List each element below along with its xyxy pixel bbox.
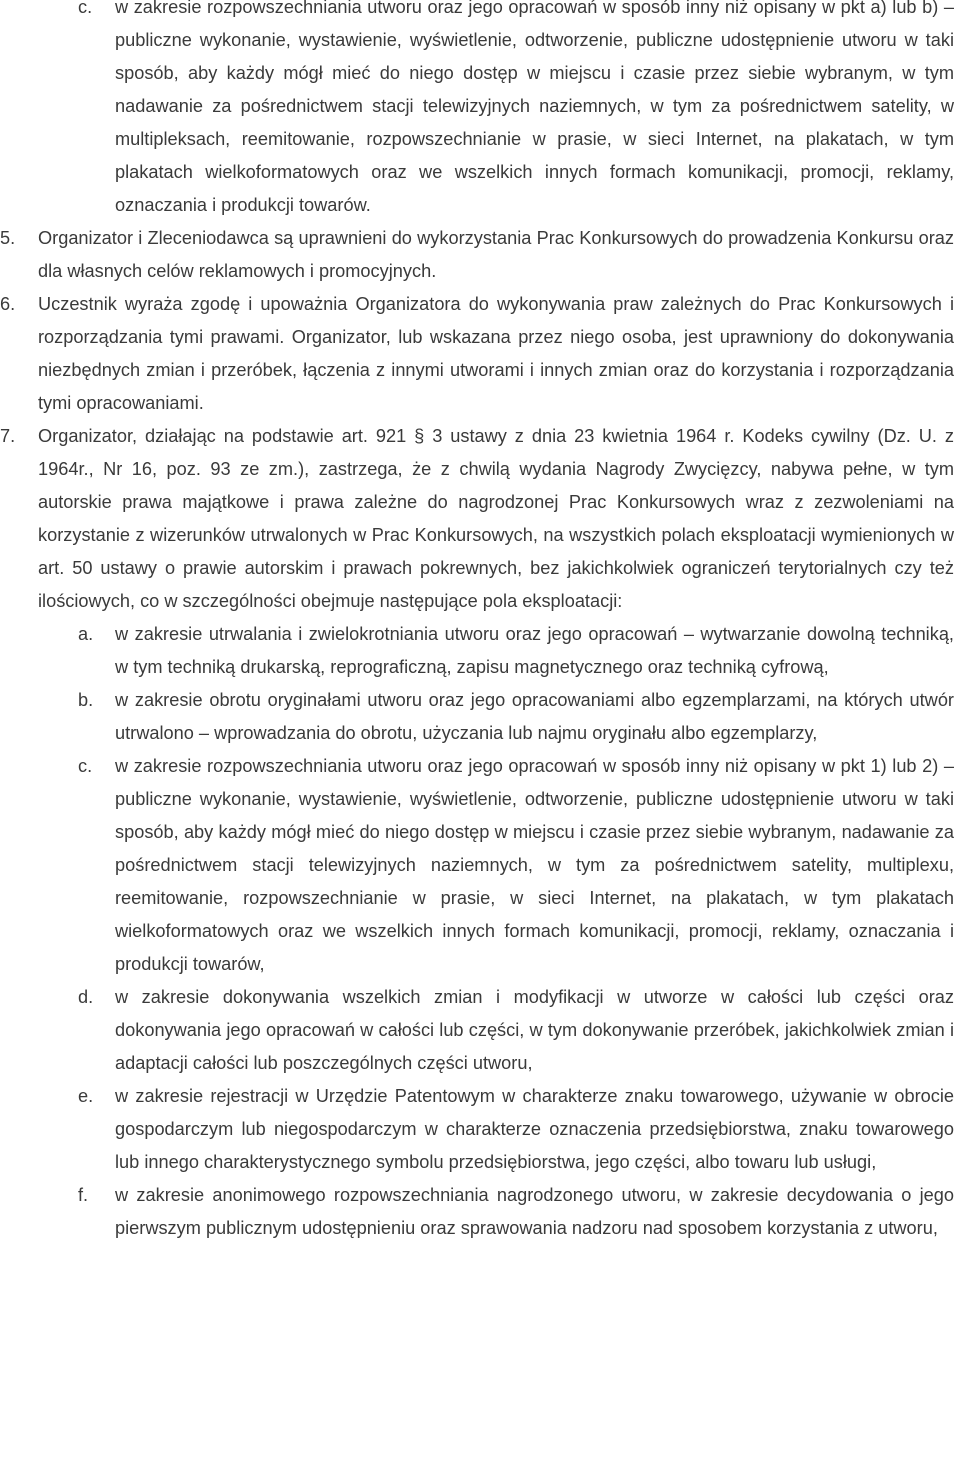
paragraph-text: Uczestnik wyraża zgodę i upoważnia Organizatora do wykonywania praw zależnych do Prac Konkursowych i rozporządzania tymi prawami. Organizator, lub wskazana przez niego osoba, jest uprawniony do dokonywania niezbędnych zmian i przeróbek, łączenia z innymi utworami i innych zmian oraz do korzystania i rozporządzania tymi opracowaniami. [38,294,954,413]
list-item-a [0,618,954,684]
list-item-b [0,684,954,750]
list-item-text: w zakresie dokonywania wszelkich zmian i modyfikacji w utworze w całości lub części oraz dokonywania jego opracowań w całości lub części, w tym dokonywanie przeróbek, jakichkolwiek zmian i adaptacji całości lub poszczególnych części utworu, [115,987,954,1073]
list-item-text: w zakresie obrotu oryginałami utworu oraz jego opracowaniami albo egzemplarzami, na których utwór utrwalono – wprowadzania do obrotu, użyczania lub najmu oryginału albo egzemplarzy, [115,690,954,743]
list-item-c [0,750,954,981]
numbered-paragraph-6 [0,288,954,420]
list-item-text: w zakresie rejestracji w Urzędzie Patentowym w charakterze znaku towarowego, używanie w obrocie gospodarczym lub niegospodarczym w charakterze oznaczenia przedsiębiorstwa, znaku towarowego lub innego charakterystycznego symbolu przedsiębiorstwa, jego części, albo towaru lub usługi, [115,1086,954,1172]
list-marker: d. [78,987,94,1007]
numbered-paragraph-5 [0,222,954,288]
numbered-paragraph-7 [0,420,954,618]
list-item-f [0,1179,954,1245]
list-item-d [0,981,954,1080]
list-marker: b. [78,690,94,710]
paragraph-number: 6. [0,294,16,314]
list-item-text: w zakresie utrwalania i zwielokrotniania utworu oraz jego opracowań – wytwarzanie dowolną techniką, w tym techniką drukarską, reprograficzną, zapisu magnetycznego oraz techniką cyfrową, [115,624,954,677]
list-marker: f. [78,1185,89,1205]
list-marker: c. [78,756,93,776]
paragraph-number: 7. [0,426,16,446]
paragraph-number: 5. [0,228,16,248]
list-item-text: w zakresie rozpowszechniania utworu oraz jego opracowań w sposób inny niż opisany w pkt 1) lub 2) – publiczne wykonanie, wystawienie, wyświetlenie, odtworzenie, publiczne udostępnienie utworu w taki sposób, aby każdy mógł mieć do niego dostęp w miejscu i czasie przez siebie wybranym, nadawanie za pośrednictwem stacji telewizyjnych naziemnych, w tym za pośrednictwem satelity, multiplexu, reemitowanie, rozpowszechnianie w prasie, w sieci Internet, na plakatach, w tym plakatach wielkoformatowych oraz we wszelkich innych formach komunikacji, promocji, reklamy, oznaczania i produkcji towarów, [115,756,954,974]
paragraph-text: Organizator i Zleceniodawca są uprawnieni do wykorzystania Prac Konkursowych do prowadzenia Konkursu oraz dla własnych celów reklamowych i promocyjnych. [38,228,954,281]
list-marker: c. [78,0,93,17]
list-item-text: w zakresie anonimowego rozpowszechniania nagrodzonego utworu, w zakresie decydowania o jego pierwszym publicznym udostępnieniu oraz sprawowania nadzoru nad sposobem korzystania z utworu, [115,1185,954,1238]
list-marker: e. [78,1086,94,1106]
list-item-e [0,1080,954,1179]
list-item-c-continued [0,0,954,222]
paragraph-text: Organizator, działając na podstawie art. 921 § 3 ustawy z dnia 23 kwietnia 1964 r. Kodeks cywilny (Dz. U. z 1964r., Nr 16, poz. 93 ze zm.), zastrzega, że z chwilą wydania Nagrody Zwycięzcy, nabywa pełne, w tym autorskie prawa majątkowe i prawa zależne do nagrodzonej Prac Konkursowych wraz z zezwoleniami na korzystanie z wizerunków utrwalonych w Prac Konkursowych, na wszystkich polach eksploatacji wymienionych w art. 50 ustawy o prawie autorskim i prawach pokrewnych, bez jakichkolwiek ograniczeń terytorialnych czy też ilościowych, co w szczególności obejmuje następujące pola eksploatacji: [38,426,954,611]
list-marker: a. [78,624,94,644]
list-item-text: w zakresie rozpowszechniania utworu oraz jego opracowań w sposób inny niż opisany w pkt a) lub b) – publiczne wykonanie, wystawienie, wyświetlenie, odtworzenie, publiczne udostępnienie utworu w taki sposób, aby każdy mógł mieć do niego dostęp w miejscu i czasie przez siebie wybranym, w tym nadawanie za pośrednictwem stacji telewizyjnych naziemnych, w tym za pośrednictwem satelity, w multipleksach, reemitowanie, rozpowszechnianie w prasie, w sieci Internet, na plakatach, w tym plakatach wielkoformatowych oraz we wszelkich innych formach komunikacji, promocji, reklamy, oznaczania i produkcji towarów. [115,0,954,215]
